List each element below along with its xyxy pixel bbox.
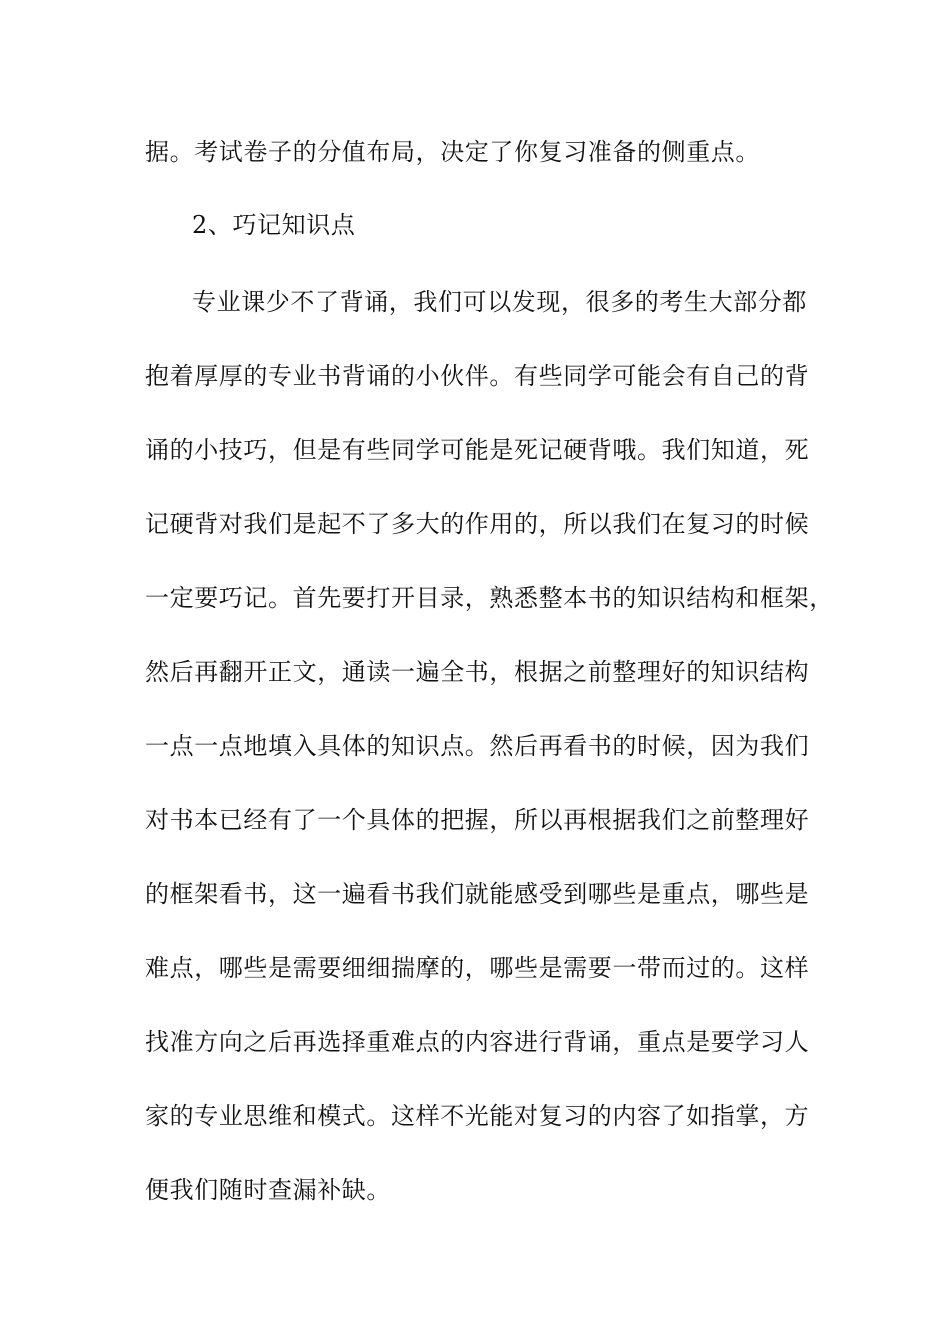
paragraph-line: 对书本已经有了一个具体的把握，所以再根据我们之前整理好: [145, 806, 810, 834]
paragraph-line: 家的专业思维和模式。这样不光能对复习的内容了如指掌，方: [145, 1102, 810, 1130]
section-heading: 2、巧记知识点: [192, 211, 356, 239]
paragraph-line: 便我们随时查漏补缺。: [145, 1176, 391, 1204]
paragraph-line: 专业课少不了背诵，我们可以发现，很多的考生大部分都: [192, 288, 807, 316]
paragraph-line: 一点一点地填入具体的知识点。然后再看书的时候，因为我们: [145, 732, 810, 760]
paragraph-line: 然后再翻开正文，通读一遍全书，根据之前整理好的知识结构: [145, 658, 810, 686]
paragraph-line: 难点，哪些是需要细细揣摩的，哪些是需要一带而过的。这样: [145, 954, 810, 982]
paragraph-line: 找准方向之后再选择重难点的内容进行背诵，重点是要学习人: [145, 1028, 810, 1056]
paragraph-line: 一定要巧记。首先要打开目录，熟悉整本书的知识结构和框架，: [145, 584, 834, 612]
paragraph-line: 抱着厚厚的专业书背诵的小伙伴。有些同学可能会有自己的背: [145, 362, 810, 390]
paragraph-line: 的框架看书，这一遍看书我们就能感受到哪些是重点，哪些是: [145, 880, 810, 908]
paragraph-line: 据。考试卷子的分值布局，决定了你复习准备的侧重点。: [145, 138, 760, 166]
paragraph-line: 记硬背对我们是起不了多大的作用的，所以我们在复习的时候: [145, 510, 810, 538]
paragraph-line: 诵的小技巧，但是有些同学可能是死记硬背哦。我们知道，死: [145, 436, 810, 464]
